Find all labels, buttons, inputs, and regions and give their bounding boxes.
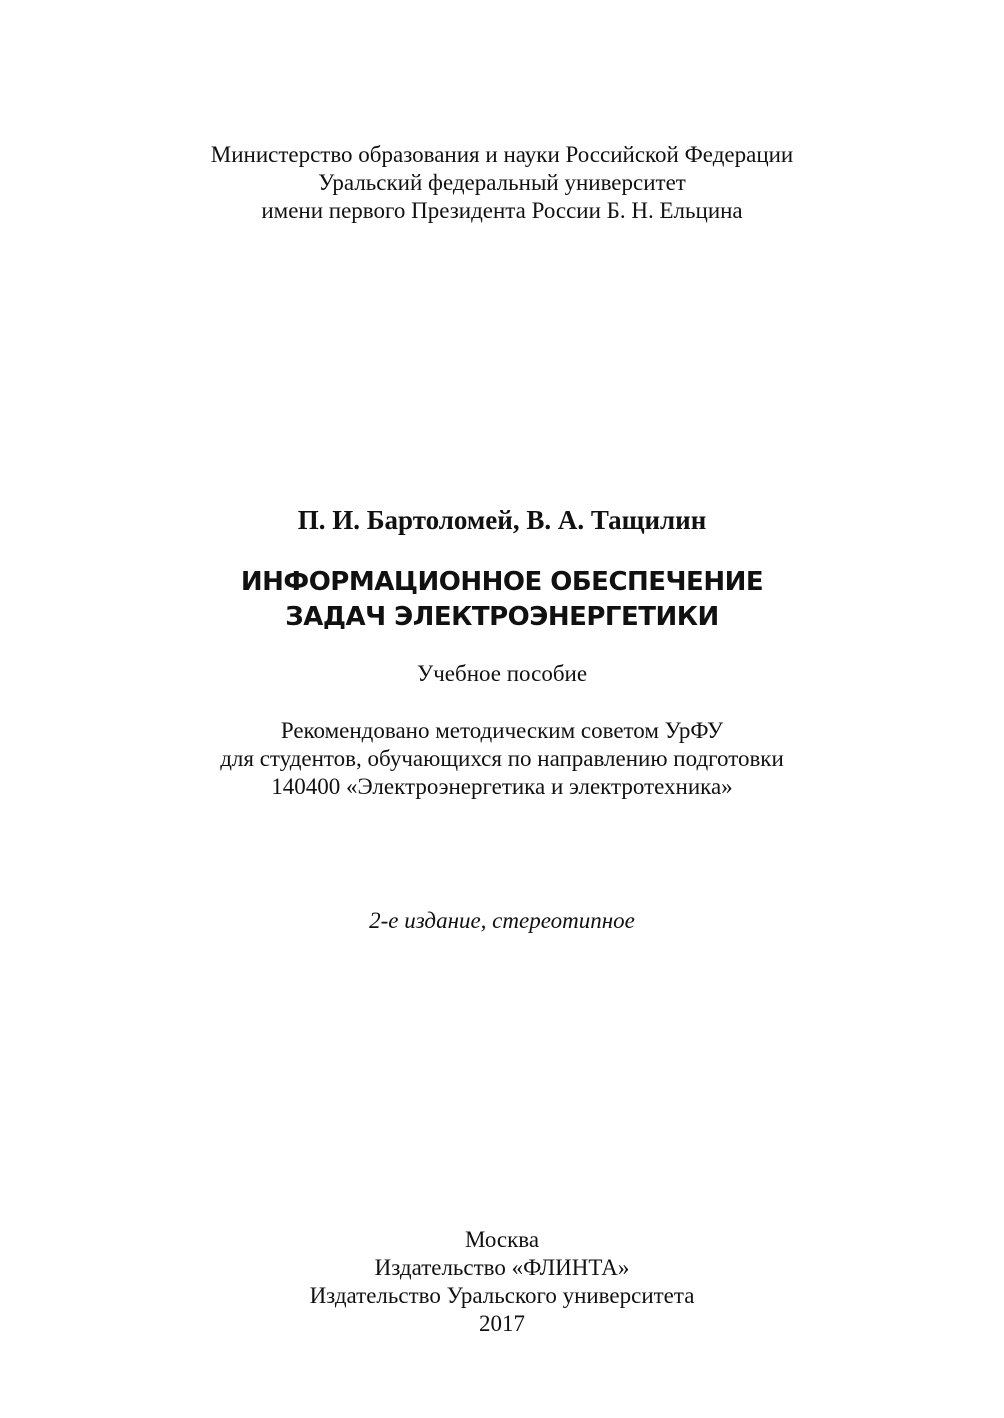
- recommendation-line-2: для студентов, обучающихся по направлению подготовки: [220, 746, 784, 771]
- university-line: Уральский федеральный университет: [318, 170, 686, 195]
- book-title: [0, 565, 1004, 635]
- imprint-publisher-1: Издательство «ФЛИНТА»: [374, 1255, 630, 1280]
- ministry-line: Министерство образования и науки Российской Федерации: [210, 142, 794, 167]
- book-title-line-1: ИНФОРМАЦИОННОЕ ОБЕСПЕЧЕНИЕ: [240, 567, 764, 597]
- edition-text: 2-е издание, стереотипное: [369, 908, 635, 933]
- imprint-city: Москва: [464, 1227, 540, 1252]
- recommendation-line-3: 140400 «Электроэнергетика и электротехника»: [271, 774, 733, 799]
- book-title-line-2: ЗАДАЧ ЭЛЕКТРОЭНЕРГЕТИКИ: [285, 602, 719, 632]
- imprint: [0, 1226, 1004, 1338]
- authors: [0, 504, 1004, 536]
- imprint-publisher-2: Издательство Уральского университета: [309, 1283, 695, 1308]
- university-dedication-line: имени первого Президента России Б. Н. Ельцина: [261, 198, 743, 223]
- edition-note: [0, 907, 1004, 935]
- recommendation-note: [0, 717, 1004, 801]
- imprint-year: 2017: [479, 1311, 525, 1336]
- authors-names: П. И. Бартоломей, В. А. Тащилин: [297, 505, 707, 535]
- book-type: Учебное пособие: [416, 661, 588, 686]
- recommendation-line-1: Рекомендовано методическим советом УрФУ: [280, 718, 724, 743]
- institution-header: [0, 141, 1004, 225]
- book-subtitle: [0, 660, 1004, 688]
